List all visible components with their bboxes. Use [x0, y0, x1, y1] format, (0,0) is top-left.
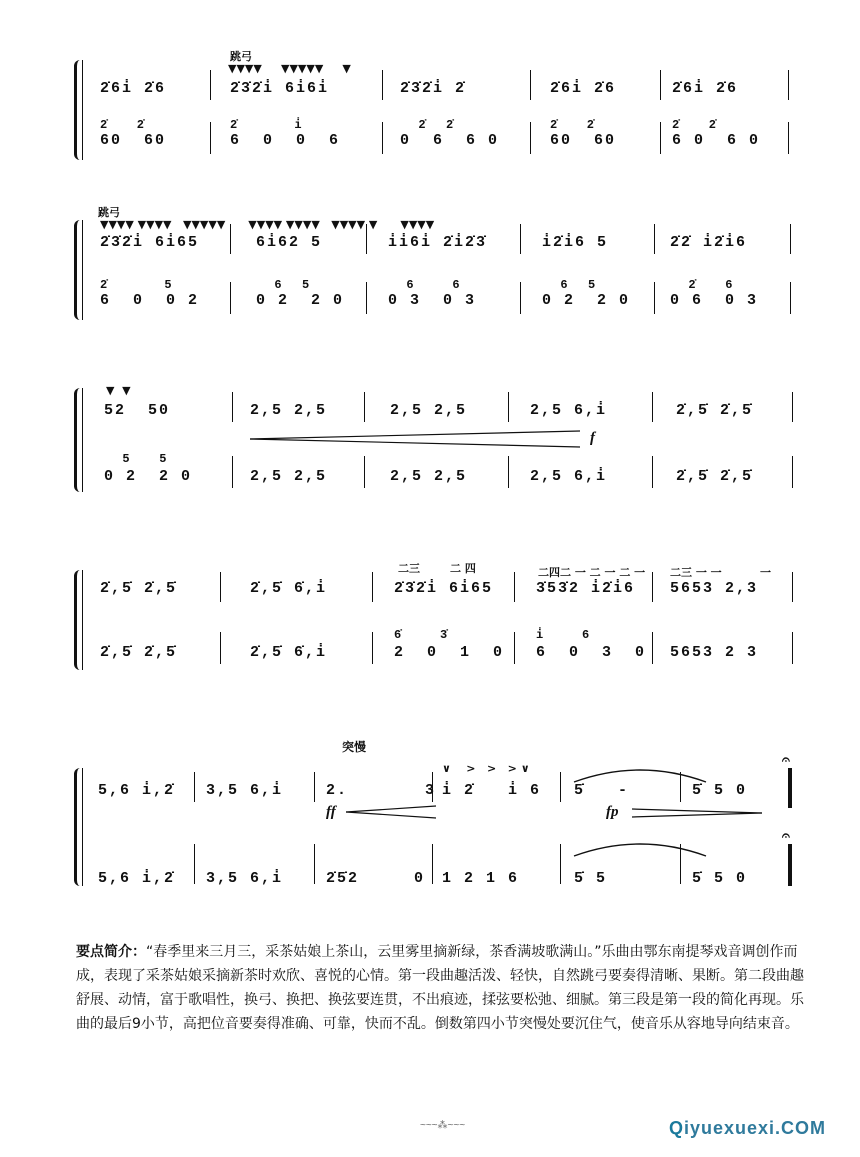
- system-start-barline: [82, 768, 83, 886]
- barline: [366, 224, 367, 254]
- barline: [232, 392, 233, 422]
- barline: [220, 632, 221, 664]
- barline: [194, 772, 195, 802]
- final-barline: [788, 768, 792, 808]
- upper-measure: 2̇6i̇ 2̇6: [550, 80, 617, 97]
- upper-measure: 2,5 2,5: [390, 402, 468, 419]
- system-start-barline: [82, 570, 83, 670]
- barline: [314, 772, 315, 802]
- system-brace: [74, 570, 85, 670]
- system-start-barline: [82, 220, 83, 320]
- crescendo-hairpin: [346, 804, 436, 820]
- lower-measure: 2̇,5̇ 6̇,i̇: [250, 644, 328, 661]
- barline: [680, 772, 681, 802]
- barline: [366, 282, 367, 314]
- lower-upper-notes: 2̇ i̇: [230, 118, 304, 132]
- barline: [230, 282, 231, 314]
- lower-measure: 2,5 2,5: [390, 468, 468, 485]
- lower-measure: 2̇5̇2 0: [326, 870, 426, 887]
- lower-upper-notes: i̇ 6: [536, 628, 592, 642]
- score-system-3: [60, 378, 820, 498]
- watermark-letter: Q: [668, 1118, 684, 1138]
- upper-measure: 3,5 6,i̇: [206, 782, 284, 799]
- barline: [530, 122, 531, 154]
- lower-upper-notes: 6 5: [542, 278, 598, 292]
- dynamic-fortepiano: fp: [606, 804, 619, 820]
- barline: [652, 392, 653, 422]
- dynamic-fortissimo: ff: [326, 804, 336, 820]
- footer-ornament-icon: ~~~⁂~~~: [420, 1120, 466, 1131]
- barline: [210, 70, 211, 100]
- upper-measure: 2,5 2,5: [250, 402, 328, 419]
- bowing-mark: 跳弓: [230, 50, 252, 63]
- system-brace: [74, 768, 85, 886]
- fingering-annotation: 二三: [398, 562, 420, 575]
- barline: [792, 632, 793, 664]
- barline: [530, 70, 531, 100]
- barline: [514, 632, 515, 664]
- lower-measure: 5653 2 3: [670, 644, 759, 661]
- barline: [508, 456, 509, 488]
- system-start-barline: [82, 60, 83, 160]
- lower-upper-notes: 5 5: [104, 452, 169, 466]
- score-system-4: [60, 560, 820, 680]
- system-start-barline: [82, 388, 83, 492]
- lower-measure: 0 3 0 3: [388, 292, 477, 309]
- lower-measure: 5,6 i̇,2̇: [98, 870, 176, 887]
- diminuendo-hairpin: [250, 428, 580, 450]
- lower-upper-notes: 6̇ 3̇: [394, 628, 450, 642]
- barline: [432, 844, 433, 884]
- lower-measure: 2 0 1 0: [394, 644, 505, 661]
- lower-measure: 5̇ 5 0: [692, 870, 748, 887]
- barline: [792, 456, 793, 488]
- barline: [652, 456, 653, 488]
- lower-measure: 6 0 0 2: [100, 292, 200, 309]
- upper-measure: 5̇ 5 0: [692, 782, 748, 799]
- lower-upper-notes: 6 6: [388, 278, 462, 292]
- lower-measure: 2,5 2,5: [250, 468, 328, 485]
- upper-measure: i̇2̇i̇6 5: [542, 234, 609, 251]
- barline: [792, 572, 793, 602]
- lower-measure: 0 6 0 3: [670, 292, 759, 309]
- tempo-mark: 突慢: [342, 740, 367, 754]
- upper-measure: 2̇6i̇ 2̇6: [672, 80, 739, 97]
- lower-measure: 2,5 6,i̇: [530, 468, 608, 485]
- fermata-icon: 𝄐: [782, 828, 790, 844]
- lower-measure: 2̇,5̇ 2̇,5̇: [100, 644, 178, 661]
- barline: [660, 70, 661, 100]
- upper-measure: 2̇6i̇ 2̇6: [100, 80, 167, 97]
- system-brace: [74, 388, 85, 492]
- upper-measure: i̇ 2̇ i̇ 6: [442, 782, 542, 799]
- lower-upper-notes: 2̇ 2̇: [672, 118, 719, 132]
- barline: [654, 224, 655, 254]
- lower-measure: 6 0 3 0: [536, 644, 647, 661]
- lower-measure: 5̇ 5: [574, 870, 608, 887]
- upper-measure: i̇i̇6i̇ 2̇i̇2̇3̇: [388, 234, 488, 251]
- upper-measure: 5̇ -: [574, 782, 630, 799]
- barline: [652, 572, 653, 602]
- barline: [790, 282, 791, 314]
- staccato-marks: ▼ ▼: [106, 384, 131, 397]
- barline: [660, 122, 661, 154]
- upper-measure: 2̇3̇2̇i̇ 6i̇65: [100, 234, 200, 251]
- upper-measure: 5653 2,3: [670, 580, 759, 597]
- barline: [194, 844, 195, 884]
- bowing-mark: 跳弓: [98, 206, 120, 219]
- barline: [520, 224, 521, 254]
- lower-measure: 2̇,5̇ 2̇,5̇: [676, 468, 754, 485]
- lower-upper-notes: 2̇ 2̇: [100, 118, 147, 132]
- diminuendo-hairpin: [632, 806, 762, 820]
- fermata-icon: 𝄐: [782, 752, 790, 768]
- barline: [790, 224, 791, 254]
- barline: [382, 70, 383, 100]
- lower-measure: 60 60: [550, 132, 617, 149]
- staccato-marks: ▼▼▼▼ ▼▼▼▼▼ ▼: [228, 62, 351, 75]
- lower-measure: 0 2 2 0: [104, 468, 193, 485]
- lower-upper-notes: 6 5: [256, 278, 312, 292]
- upper-measure: 2̇3̇2̇i̇ 6i̇6i̇: [230, 80, 330, 97]
- description-label: 要点简介：: [76, 944, 146, 960]
- final-barline: [788, 844, 792, 886]
- upper-measure: 2. 3: [326, 782, 437, 799]
- dynamic-forte: f: [590, 430, 595, 446]
- barline: [372, 572, 373, 602]
- upper-measure: 6i̇62 5: [256, 234, 323, 251]
- barline: [652, 632, 653, 664]
- barline: [560, 772, 561, 802]
- upper-measure: 2̇2̇ i̇2̇i̇6: [670, 234, 748, 251]
- barline: [788, 70, 789, 100]
- lower-measure: 60 60: [100, 132, 167, 149]
- lower-measure: 0 2 2 0: [256, 292, 345, 309]
- barline: [680, 844, 681, 884]
- barline: [788, 122, 789, 154]
- system-brace: [74, 60, 85, 160]
- upper-measure: 2̇3̇2̇i̇ 2̇: [400, 80, 467, 97]
- fingering-annotation: 一: [760, 566, 771, 579]
- barline: [372, 632, 373, 664]
- fingering-annotation: 二 四: [450, 562, 476, 575]
- lower-measure: 0 6 6 0: [400, 132, 500, 149]
- fingering-annotation: 二四二 一 二 一 二 一: [538, 566, 646, 579]
- lower-upper-notes: 2̇ 2̇: [400, 118, 456, 132]
- lower-upper-notes: 2̇ 6: [670, 278, 735, 292]
- upper-measure: 3̇53̇2 i̇2̇i̇6: [536, 580, 636, 597]
- fingering-annotation: 二三 一 一: [670, 566, 722, 579]
- lower-measure: 6 0 6 0: [672, 132, 761, 149]
- upper-measure: 5,6 i̇,2̇: [98, 782, 176, 799]
- barline: [520, 282, 521, 314]
- barline: [220, 572, 221, 602]
- watermark-text: iyuexuexi.COM: [683, 1118, 826, 1138]
- barline: [232, 456, 233, 488]
- barline: [654, 282, 655, 314]
- description-block: [76, 940, 816, 1036]
- barline: [792, 392, 793, 422]
- barline: [364, 392, 365, 422]
- upper-measure: 2̇,5̇ 2̇,5̇: [676, 402, 754, 419]
- slur: [570, 838, 710, 858]
- score-system-2: [60, 200, 820, 320]
- score-system-1: [60, 40, 820, 160]
- barline: [314, 844, 315, 884]
- system-brace: [74, 220, 85, 320]
- barline: [560, 844, 561, 884]
- lower-measure: 6 0 0 6: [230, 132, 341, 149]
- barline: [382, 122, 383, 154]
- lower-upper-notes: 2̇ 2̇: [550, 118, 597, 132]
- lower-measure: 3,5 6,i̇: [206, 870, 284, 887]
- lower-measure: 1 2 1 6: [442, 870, 520, 887]
- upper-measure: 2,5 6,i̇: [530, 402, 608, 419]
- staccato-marks: ▼▼▼▼ ▼▼▼▼ ▼▼▼▼▼ ▼▼▼▼ ▼▼▼▼ ▼▼▼▼ ▼ ▼▼▼▼: [100, 218, 435, 231]
- barline: [364, 456, 365, 488]
- upper-measure: 2̇3̇2̇i̇ 6i̇65: [394, 580, 494, 597]
- barline: [210, 122, 211, 154]
- upper-measure: 2̇,5̇ 6̇,i̇: [250, 580, 328, 597]
- lower-measure: 0 2 2 0: [542, 292, 631, 309]
- barline: [230, 224, 231, 254]
- score-system-5: [60, 738, 820, 898]
- barline: [514, 572, 515, 602]
- barline: [508, 392, 509, 422]
- slur: [570, 764, 710, 784]
- barline: [432, 772, 433, 802]
- watermark: [669, 1118, 826, 1139]
- upper-measure: 2̇,5̇ 2̇,5̇: [100, 580, 178, 597]
- accent-marks: ∨ > > > ∨: [442, 762, 530, 775]
- upper-measure: 52 50: [104, 402, 171, 419]
- lower-upper-notes: 2̇ 5: [100, 278, 174, 292]
- description-text: “春季里来三月三，采茶姑娘上茶山，云里雾里摘新绿，茶香满坡歌满山。”乐曲由鄂东南提琴戏音调创作而成，表现了采茶姑娘采摘新茶时欢欣、喜悦的心情。第一段曲趣活泼、轻快，自然跳弓要奏得清晰、果断。第二段曲趣舒展、动情，富于歌唱性，换弓、换把、换弦要连贯，不出痕迹，揉弦要松弛、细腻。第三段是第一段的简化再现。乐曲的最后9小节，高把位音要奏得准确、可靠，快而不乱。倒数第四小节突慢处要沉住气，使音乐从容地导向结束音。: [76, 944, 804, 1032]
